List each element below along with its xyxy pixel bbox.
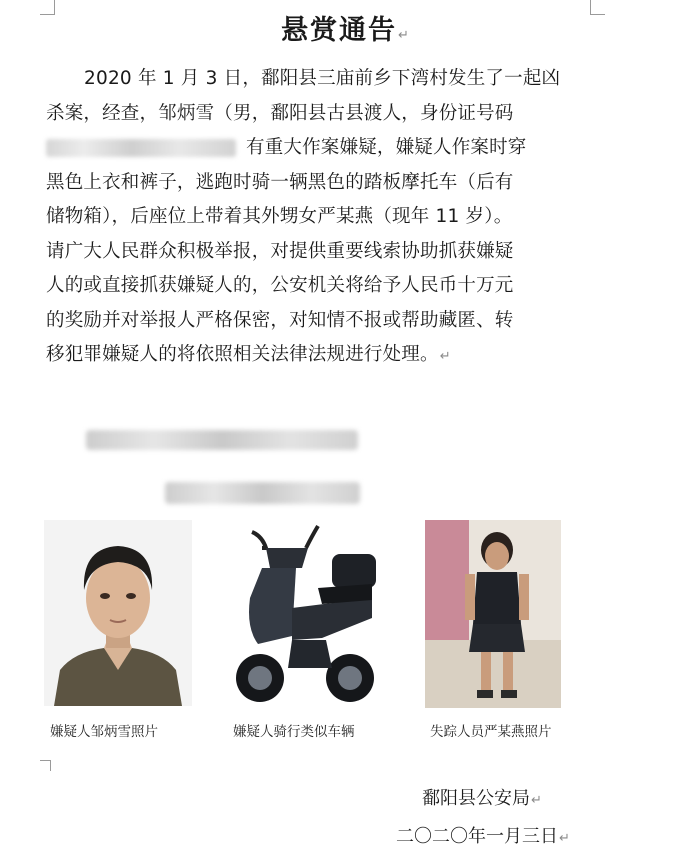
missing-person-photo <box>425 520 561 708</box>
notice-line-text: 移犯罪嫌疑人的将依照相关法律法规进行处理。 <box>46 344 439 365</box>
scooter-photo-caption: 嫌疑人骑行类似车辆 <box>233 724 355 740</box>
paragraph-mark-icon: ↵ <box>398 28 411 43</box>
notice-title-text: 悬赏通告 <box>281 15 398 46</box>
suspect-portrait-image <box>44 520 192 706</box>
scooter-photo <box>222 518 382 710</box>
notice-line: 请广大人民群众积极举报，对提供重要线索协助抓获嫌疑 <box>46 240 514 262</box>
notice-line: 2020 年 1 月 3 日，鄱阳县三庙前乡下湾村发生了一起凶 <box>84 68 561 89</box>
notice-line: 黑色上衣和裤子，逃跑时骑一辆黑色的踏板摩托车（后有 <box>46 171 514 193</box>
notice-body <box>46 62 586 373</box>
suspect-photo <box>44 520 192 706</box>
notice-line: 储物箱），后座位上带着其外甥女严某燕（现年 11 岁）。 <box>46 206 513 227</box>
notice-line: 的奖励并对举报人严格保密，对知情不报或帮助藏匿、转 <box>46 309 514 331</box>
redacted-contact-line <box>86 430 358 450</box>
page-corner-mark <box>40 760 51 771</box>
suspect-photo-caption: 嫌疑人邹炳雪照片 <box>50 724 158 740</box>
notice-line-text: 有重大作案嫌疑，嫌疑人作案时穿 <box>246 137 527 158</box>
notice-line <box>46 131 586 166</box>
notice-line: 杀案，经查，邹炳雪（男，鄱阳县古县渡人，身份证号码 <box>46 102 514 124</box>
scooter-image <box>222 518 382 710</box>
notice-line: 人的或直接抓获嫌疑人的，公安机关将给予人民币十万元 <box>46 275 514 296</box>
issue-date-text: 二〇二〇年一月三日 <box>396 826 558 847</box>
redacted-id-number <box>46 139 236 157</box>
notice-title <box>0 8 692 47</box>
paragraph-mark-icon: ↵ <box>531 793 542 808</box>
paragraph-mark-icon: ↵ <box>439 349 451 364</box>
missing-person-image <box>425 520 561 708</box>
missing-person-caption: 失踪人员严某燕照片 <box>430 724 552 740</box>
issue-date <box>396 822 570 848</box>
paragraph-mark-icon: ↵ <box>559 831 570 846</box>
issuing-organization <box>422 784 542 810</box>
notice-line <box>46 338 586 373</box>
issuing-organization-text: 鄱阳县公安局 <box>422 788 530 809</box>
redacted-contact-line <box>165 482 360 504</box>
